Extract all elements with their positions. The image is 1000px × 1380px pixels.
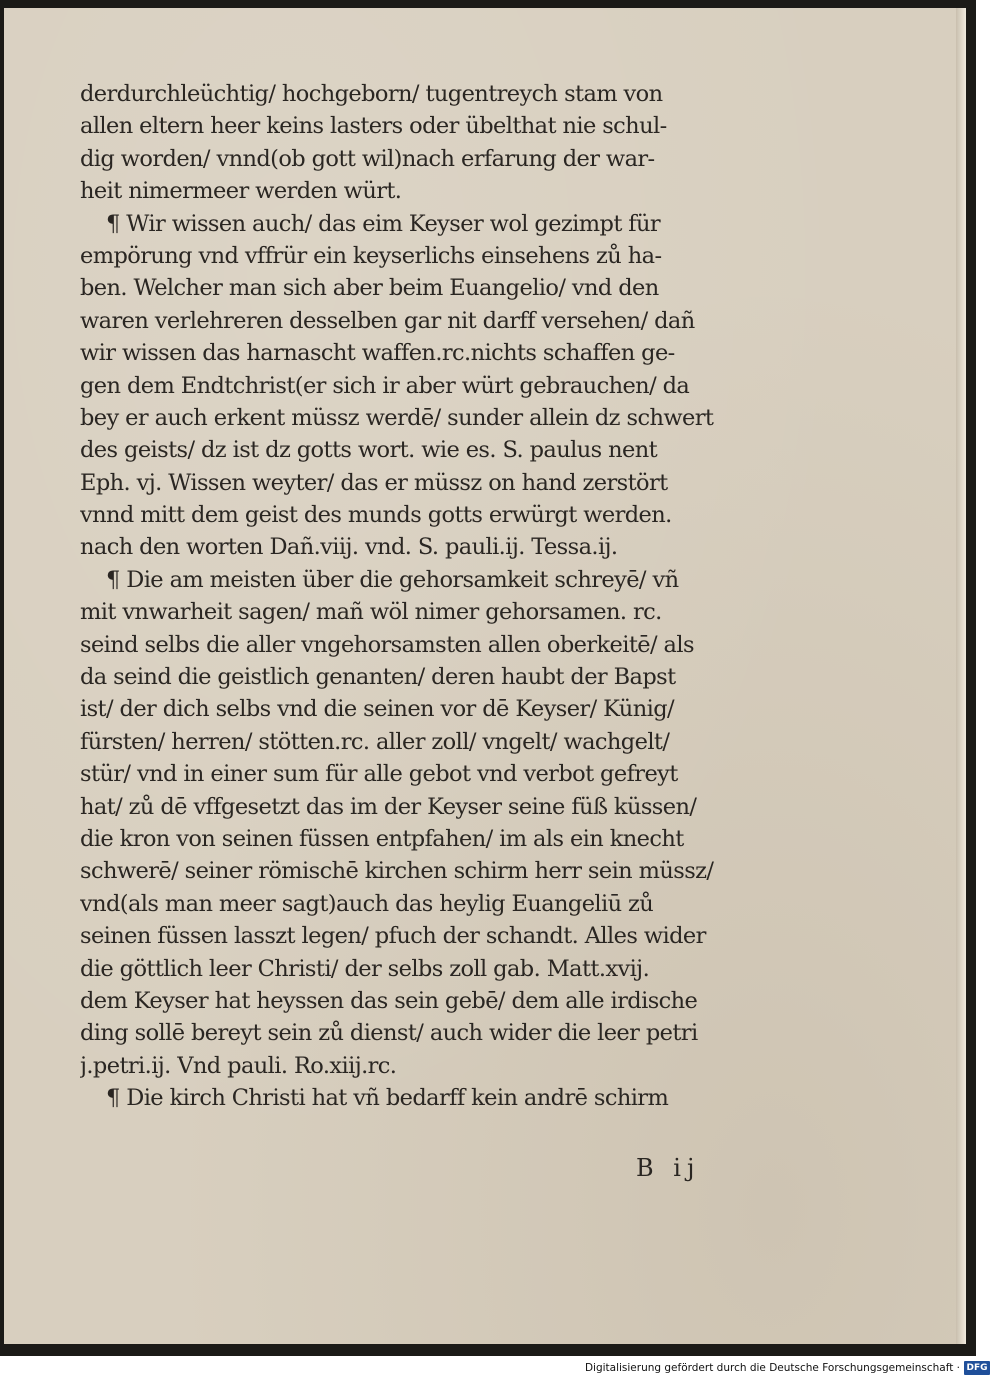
dfg-logo: DFG xyxy=(964,1361,990,1375)
text-line: stür/ vnd in einer sum für alle gebot vnd verbot gefreyt xyxy=(80,761,678,788)
text-line: ¶ Die kirch Christi hat vñ bedarff kein andrē schirm xyxy=(106,1085,669,1112)
text-line: ¶ Wir wissen auch/ das eim Keyser wol gezimpt für xyxy=(106,210,661,237)
text-line: wir wissen das harnascht waffen.rc.nichts schaffen ge- xyxy=(80,340,675,367)
text-line: vnnd mitt dem geist des munds gotts erwürgt werden. xyxy=(80,502,672,529)
text-line: ¶ Die am meisten über die gehorsamkeit schreyē/ vñ xyxy=(106,566,679,593)
text-line: dem Keyser hat heyssen das sein gebē/ dem alle irdische xyxy=(80,987,698,1014)
text-line: schwerē/ seiner römischē kirchen schirm herr sein müssz/ xyxy=(80,858,714,885)
text-block xyxy=(80,78,780,1115)
text-line: die kron von seinen füssen entpfahen/ im als ein knecht xyxy=(80,825,684,852)
text-line: nach den worten Dañ.viij. vnd. S. pauli.ij. Tessa.ij. xyxy=(80,534,618,561)
text-line: des geists/ dz ist dz gotts wort. wie es. S. paulus nent xyxy=(80,437,658,464)
text-line: die göttlich leer Christi/ der selbs zoll gab. Matt.xvij. xyxy=(80,955,650,982)
page-edge xyxy=(956,8,966,1344)
text-line: mit vnwarheit sagen/ mañ wöl nimer gehorsamen. rc. xyxy=(80,599,662,626)
book-page xyxy=(4,8,966,1344)
text-line: waren verlehreren desselben gar nit darff versehen/ dañ xyxy=(80,307,695,334)
text-line: dig worden/ vnnd(ob gott wil)nach erfarung der war- xyxy=(80,145,655,172)
text-line: da seind die geistlich genanten/ deren haubt der Bapst xyxy=(80,664,676,691)
text-line: vnd(als man meer sagt)auch das heylig Euangeliū zů xyxy=(80,890,654,917)
text-line: hat/ zů dē vffgesetzt das im der Keyser seine füß küssen/ xyxy=(80,793,697,820)
text-line: bey er auch erkent müssz werdē/ sunder allein dz schwert xyxy=(80,404,714,431)
text-line: j.petri.ij. Vnd pauli. Ro.xiij.rc. xyxy=(80,1052,397,1079)
text-line: Eph. vj. Wissen weyter/ das er müssz on hand zerstört xyxy=(80,469,668,496)
text-line: fürsten/ herren/ stötten.rc. aller zoll/ vngelt/ wachgelt/ xyxy=(80,728,670,755)
text-line: heit nimermeer werden würt. xyxy=(80,178,402,205)
text-line: derdurchleüchtig/ hochgeborn/ tugentreych stam von xyxy=(80,81,663,107)
text-line: ben. Welcher man sich aber beim Euangelio/ vnd den xyxy=(80,275,659,302)
text-line: ist/ der dich selbs vnd die seinen vor dē Keyser/ Künig/ xyxy=(80,696,674,723)
text-line: seind selbs die aller vngehorsamsten allen oberkeitē/ als xyxy=(80,631,694,658)
text-line: allen eltern heer keins lasters oder übelthat nie schul- xyxy=(80,113,667,140)
text-line: gen dem Endtchrist(er sich ir aber würt gebrauchen/ da xyxy=(80,372,690,399)
text-line: empörung vnd vffrür ein keyserlichs einsehens zů ha- xyxy=(80,242,662,269)
signature-mark: B ij xyxy=(636,1154,701,1182)
funding-credit: Digitalisierung gefördert durch die Deutsche Forschungsgemeinschaft · xyxy=(584,1362,960,1374)
text-line: ding sollē bereyt sein zů dienst/ auch wider die leer petri xyxy=(80,1020,698,1047)
text-line: seinen füssen lasszt legen/ pfuch der schandt. Alles wider xyxy=(80,923,706,950)
